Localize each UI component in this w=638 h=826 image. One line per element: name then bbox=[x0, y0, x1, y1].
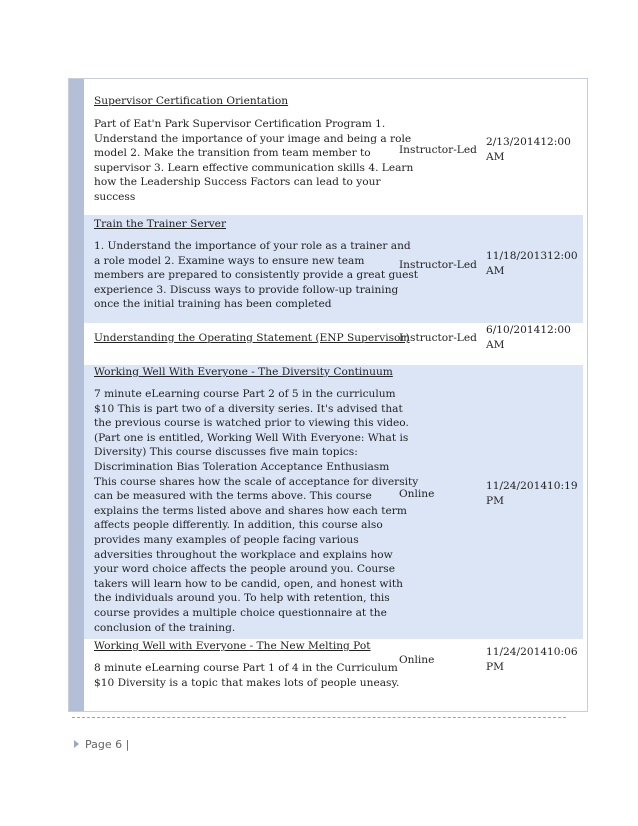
course-title: Working Well with Everyone - The New Melting Pot bbox=[94, 640, 371, 652]
course-date: 6/10/201412:00 AM bbox=[486, 324, 571, 351]
course-date: 2/13/201412:00 AM bbox=[486, 136, 571, 163]
course-delivery-type: Online bbox=[399, 654, 435, 666]
course-description: 8 minute eLearning course Part 1 of 4 in the Curriculum $10 Diversity is a topic that makes lots of people uneasy. bbox=[94, 662, 400, 689]
course-title: Working Well With Everyone - The Diversity Continuum bbox=[94, 366, 393, 378]
course-title: Train the Trainer Server bbox=[94, 218, 227, 230]
course-title: Understanding the Operating Statement (ENP Supervisor) bbox=[94, 332, 410, 344]
course-date: 11/24/201410:19 PM bbox=[486, 480, 578, 507]
course-delivery-type: Online bbox=[399, 488, 435, 500]
course-delivery-type: Instructor-Led bbox=[399, 144, 477, 156]
page-number: Page 6 | bbox=[85, 738, 130, 751]
course-title: Supervisor Certification Orientation bbox=[94, 95, 289, 107]
table-row bbox=[84, 365, 583, 639]
footer-divider bbox=[72, 717, 566, 718]
page-footer bbox=[74, 738, 129, 751]
table-sidebar-accent bbox=[69, 79, 84, 711]
course-delivery-type: Instructor-Led bbox=[399, 259, 477, 271]
table-row bbox=[84, 323, 583, 365]
course-table bbox=[68, 78, 588, 712]
table-row bbox=[84, 79, 583, 215]
triangle-bullet-icon bbox=[74, 740, 79, 748]
course-delivery-type: Instructor-Led bbox=[399, 332, 477, 344]
course-date: 11/24/201410:06 PM bbox=[486, 646, 578, 673]
course-date: 11/18/201312:00 AM bbox=[486, 250, 578, 277]
course-description: Part of Eat'n Park Supervisor Certification Program 1. Understand the importance of your image and being a role model 2. Make the transition from team member to supervisor 3. Learn effective communication skills 4. Learn how the Leadership Success Factors can lead to your success bbox=[94, 118, 414, 203]
table-row bbox=[84, 215, 583, 323]
course-description: 1. Understand the importance of your role as a trainer and a role model 2. Examine ways to ensure new team members are prepared to consistently provide a great guest experience 3. Discuss ways to provide follow-up training once the initial training has been completed bbox=[94, 240, 419, 311]
course-description: 7 minute eLearning course Part 2 of 5 in the curriculum $10 This is part two of a diversity series. It's advised that the previous course is watched prior to viewing this video. (Part one is entitled, Working Well With Everyone: What is Diversity) This course discusses five main topics: Discrimination Bias Toleration Acceptance Enthusiasm This course shares how the scale of acceptance for diversity can be measured with the terms above. This course explains the terms listed above and shares how each term affects people differently. In addition, this course also provides many examples of people facing various adversities throughout the workplace and explains how your word choice affects the people around you. Course takers will learn how to be candid, open, and honest with the individuals around you. To help with retention, this course provides a multiple choice questionnaire at the conclusion of the training. bbox=[94, 388, 419, 634]
table-row bbox=[84, 639, 583, 711]
